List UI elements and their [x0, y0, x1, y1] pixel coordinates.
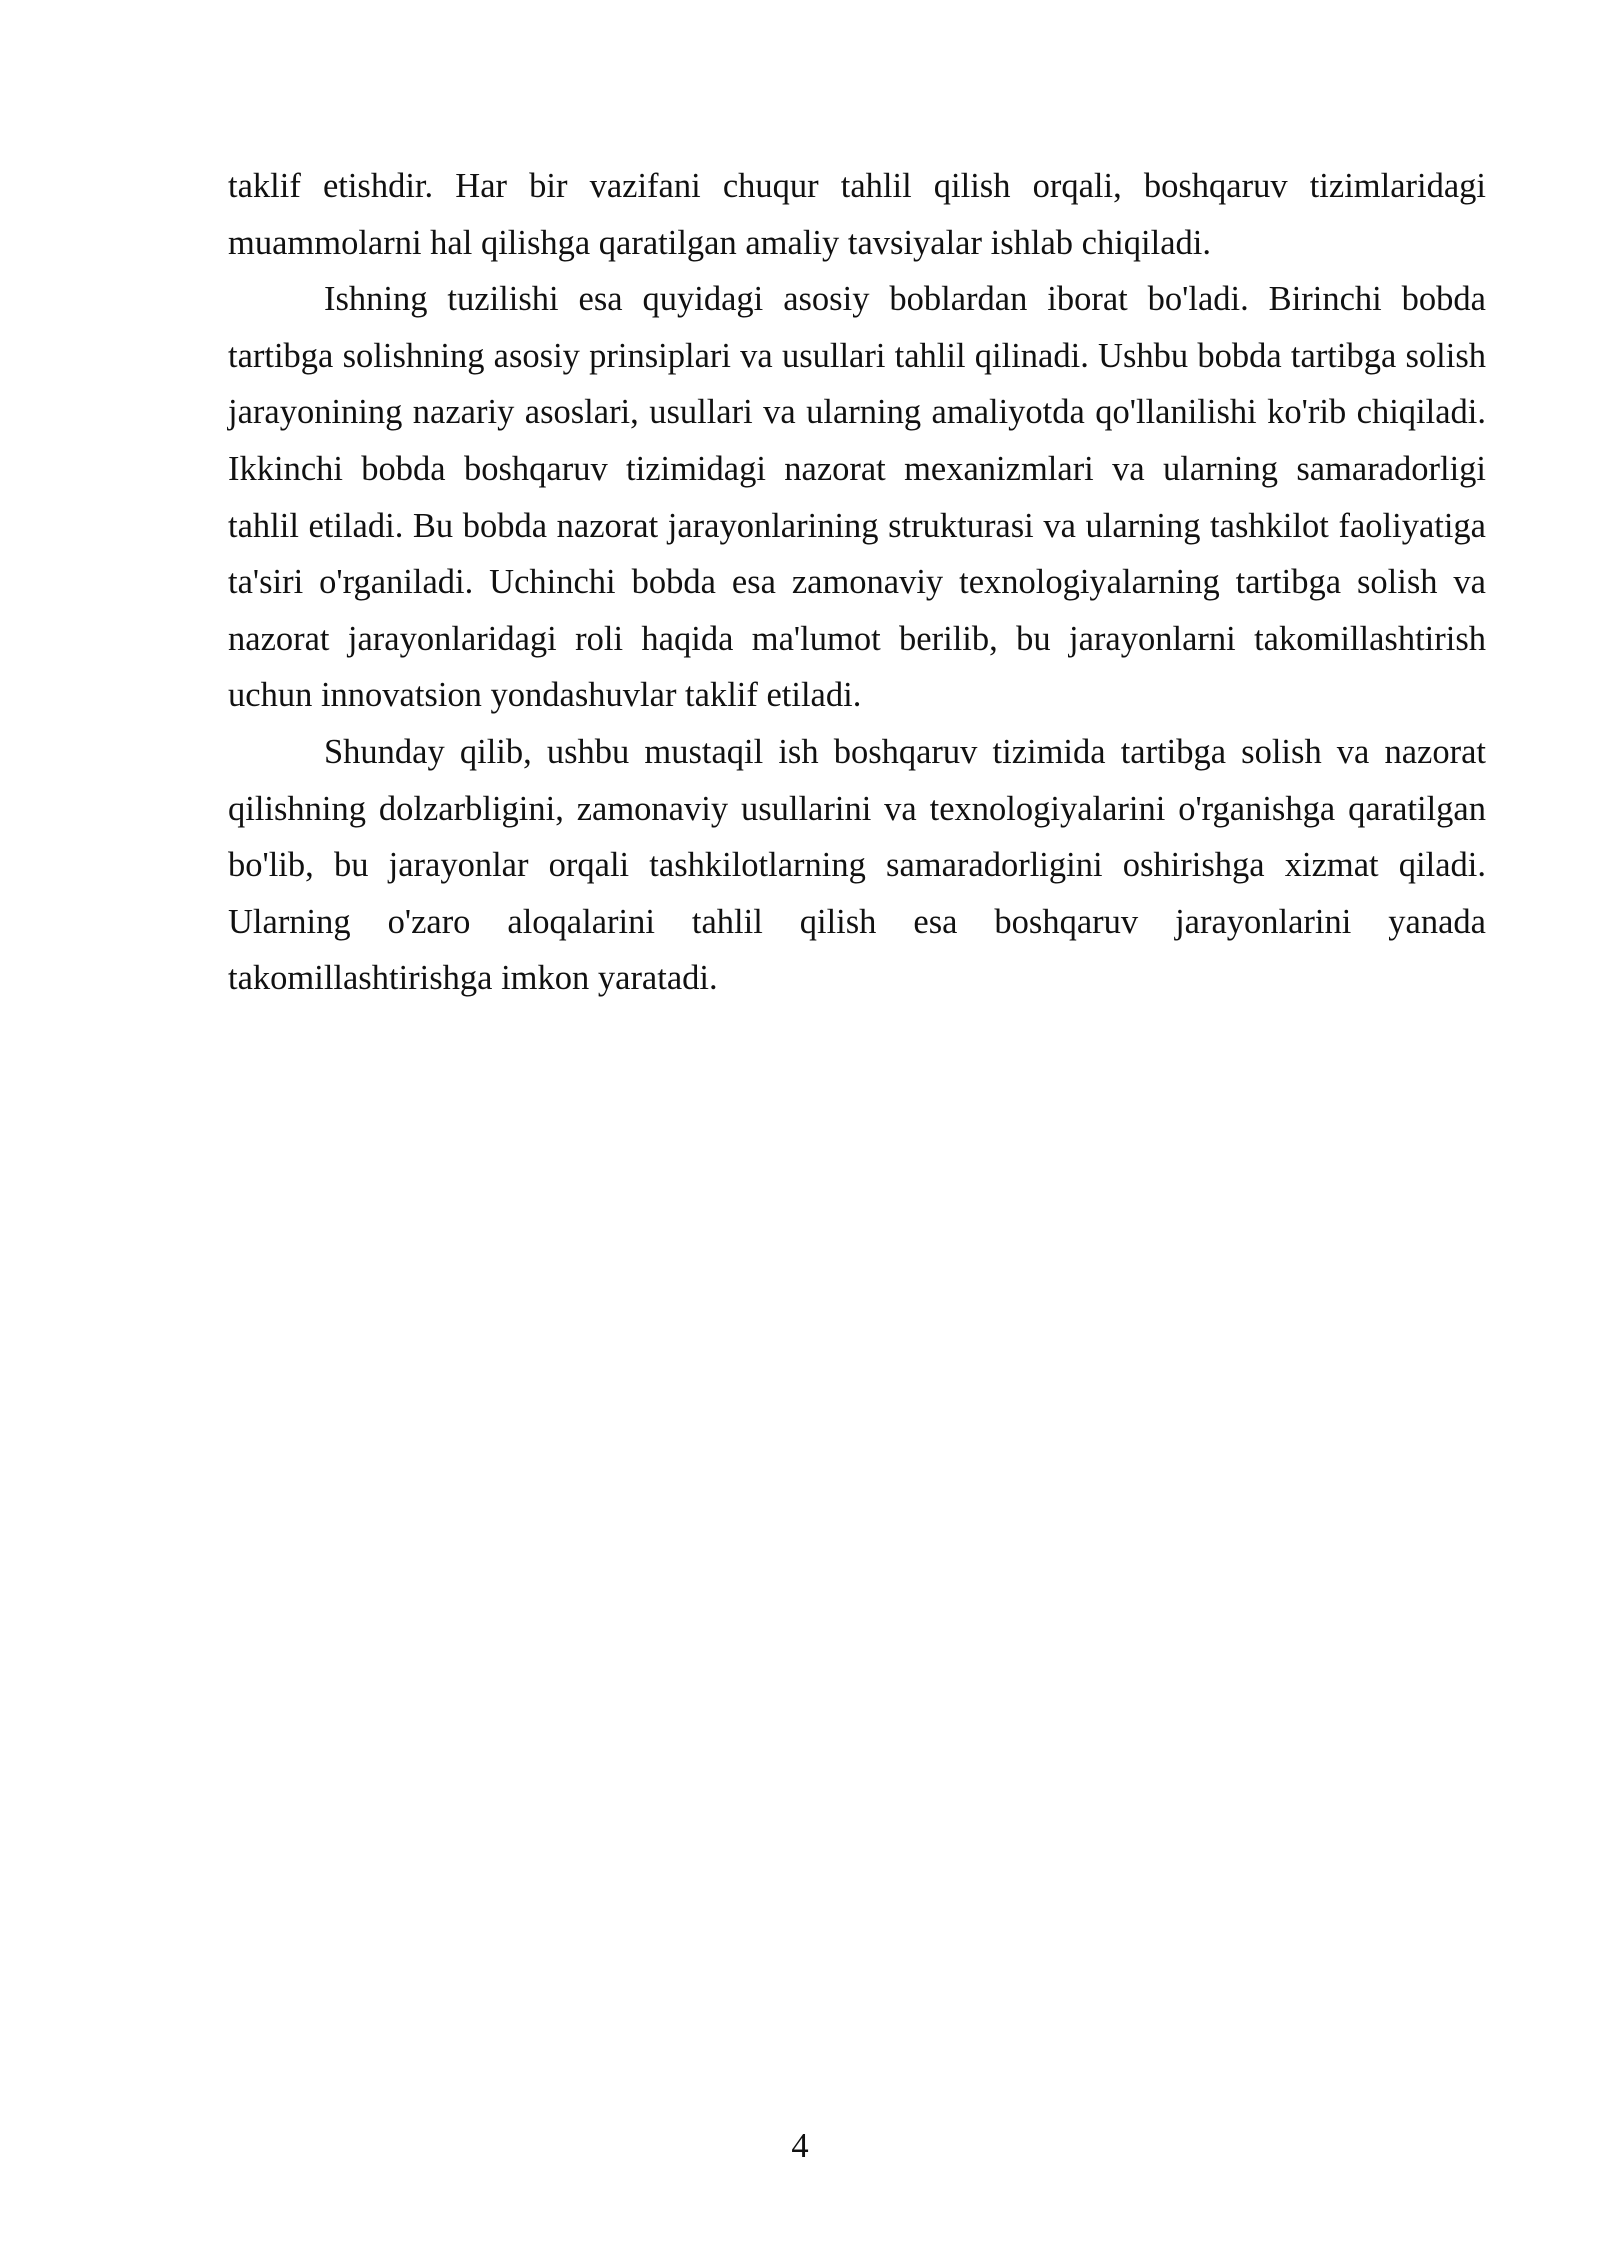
- paragraph-structure: Ishning tuzilishi esa quyidagi asosiy boblardan iborat bo'ladi. Birinchi bobda tartibga solishning asosiy prinsiplari va usullari tahlil qilinadi. Ushbu bobda tartibga solish jarayonining nazariy asoslari, usullari va ularning amaliyotda qo'llanilishi ko'rib chiqiladi. Ikkinchi bobda boshqaruv tizimidagi nazorat mexanizmlari va ularning samaradorligi tahlil etiladi. Bu bobda nazorat jarayonlarining strukturasi va ularning tashkilot faoliyatiga ta'siri o'rganiladi. Uchinchi bobda esa zamonaviy texnologiyalarning tartibga solish va nazorat jarayonlaridagi roli haqida ma'lumot berilib, bu jarayonlarni takomillashtirish uchun innovatsion yondashuvlar taklif etiladi.: [228, 280, 1486, 715]
- page-body-text: [228, 158, 1486, 1007]
- paragraph-continuation: taklif etishdir. Har bir vazifani chuqur tahlil qilish orqali, boshqaruv tizimlaridagi muammolarni hal qilishga qaratilgan amaliy tavsiyalar ishlab chiqiladi.: [228, 167, 1486, 262]
- paragraph-conclusion: Shunday qilib, ushbu mustaqil ish boshqaruv tizimida tartibga solish va nazorat qilishning dolzarbligini, zamonaviy usullarini va texnologiyalarini o'rganishga qaratilgan bo'lib, bu jarayonlar orqali tashkilotlarning samaradorligini oshirishga xizmat qiladi. Ularning o'zaro aloqalarini tahlil qilish esa boshqaruv jarayonlarini yanada takomillashtirishga imkon yaratadi.: [228, 732, 1486, 998]
- page-number: 4: [791, 2127, 809, 2165]
